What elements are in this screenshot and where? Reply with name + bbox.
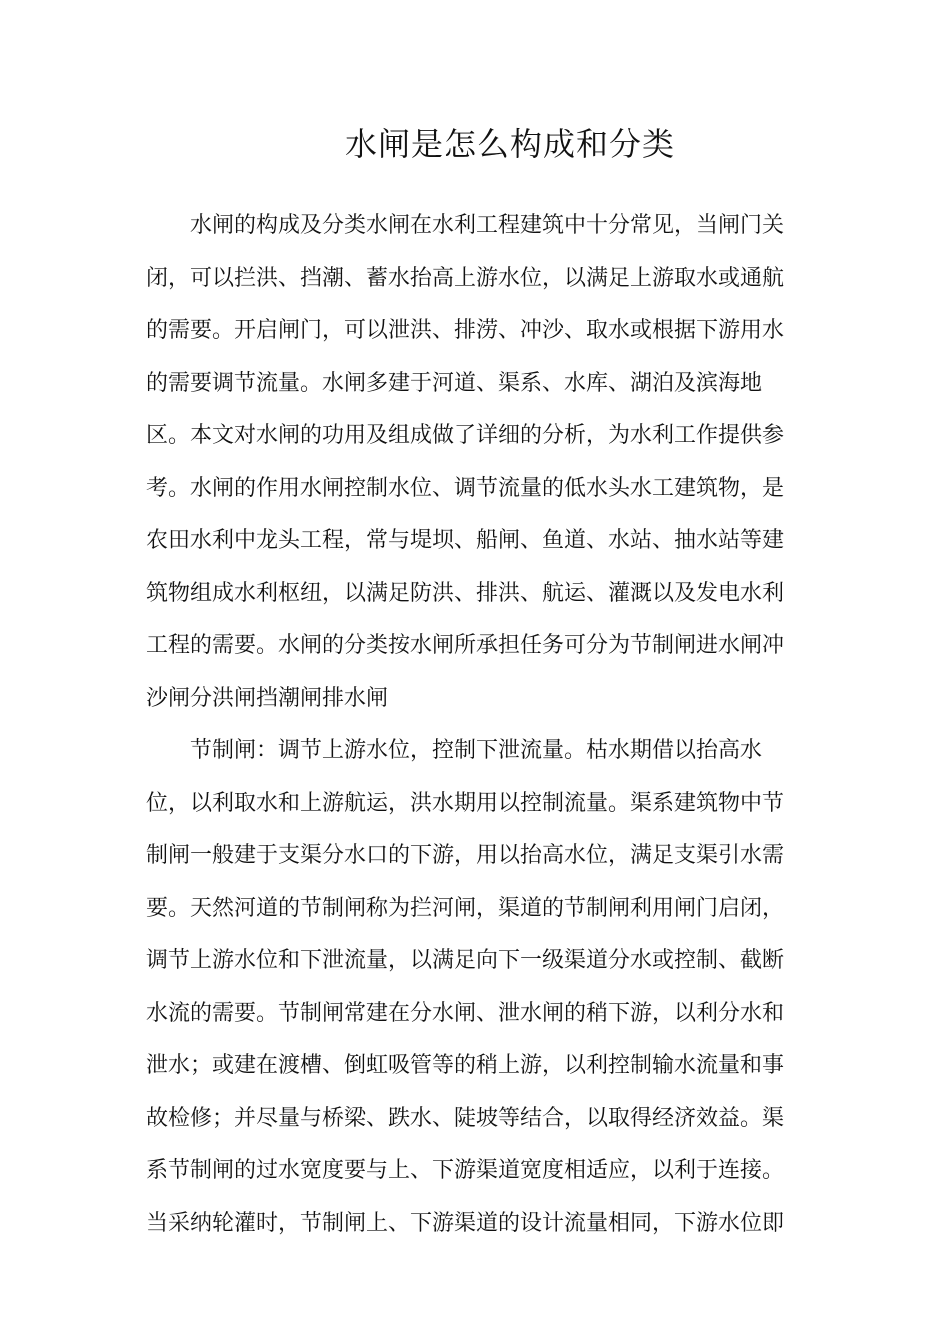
paragraph-line: 要。天然河道的节制闸称为拦河闸，渠道的节制闸利用闸门启闭， bbox=[146, 895, 785, 921]
paragraph-line: 节制闸：调节上游水位，控制下泄流量。枯水期借以抬高水 bbox=[190, 738, 763, 763]
paragraph-line: 系节制闸的过水宽度要与上、下游渠道宽度相适应，以利于连接。 bbox=[146, 1158, 785, 1183]
paragraph-line: 故检修；并尽量与桥梁、跌水、陡坡等结合，以取得经济效益。渠 bbox=[146, 1105, 785, 1131]
paragraph-line: 调节上游水位和下泄流量，以满足向下一级渠道分水或控制、截断 bbox=[146, 948, 785, 973]
paragraph-line: 泄水；或建在渡槽、倒虹吸管等的稍上游，以利控制输水流量和事 bbox=[146, 1053, 785, 1078]
paragraph-line: 筑物组成水利枢纽，以满足防洪、排洪、航运、灌溉以及发电水利 bbox=[146, 580, 785, 606]
paragraph-line: 闭，可以拦洪、挡潮、蓄水抬高上游水位，以满足上游取水或通航 bbox=[146, 265, 785, 291]
document-body bbox=[146, 200, 806, 1250]
paragraph-line: 工程的需要。水闸的分类按水闸所承担任务可分为节制闸进水闸冲 bbox=[146, 633, 785, 658]
paragraph-line: 农田水利中龙头工程，常与堤坝、船闸、鱼道、水站、抽水站等建 bbox=[146, 528, 785, 553]
paragraph-line: 水闸的构成及分类水闸在水利工程建筑中十分常见，当闸门关 bbox=[190, 213, 785, 238]
paragraph-line: 沙闸分洪闸挡潮闸排水闸 bbox=[146, 685, 389, 711]
paragraph-line: 水流的需要。节制闸常建在分水闸、泄水闸的稍下游，以利分水和 bbox=[146, 1000, 785, 1026]
paragraph-line: 的需要调节流量。水闸多建于河道、渠系、水库、湖泊及滨海地 bbox=[146, 370, 763, 396]
paragraph-line: 的需要。开启闸门，可以泄洪、排涝、冲沙、取水或根据下游用水 bbox=[146, 318, 785, 343]
paragraph-line: 考。水闸的作用水闸控制水位、调节流量的低水头水工建筑物，是 bbox=[146, 475, 785, 501]
document-title: 水闸是怎么构成和分类 bbox=[344, 125, 675, 163]
paragraph-line: 当采纳轮灌时，节制闸上、下游渠道的设计流量相同，下游水位即 bbox=[146, 1210, 785, 1236]
paragraph-line: 制闸一般建于支渠分水口的下游，用以抬高水位，满足支渠引水需 bbox=[146, 843, 785, 868]
paragraph-line: 区。本文对水闸的功用及组成做了详细的分析，为水利工作提供参 bbox=[146, 423, 785, 448]
paragraph-line: 位，以利取水和上游航运，洪水期用以控制流量。渠系建筑物中节 bbox=[146, 790, 785, 816]
